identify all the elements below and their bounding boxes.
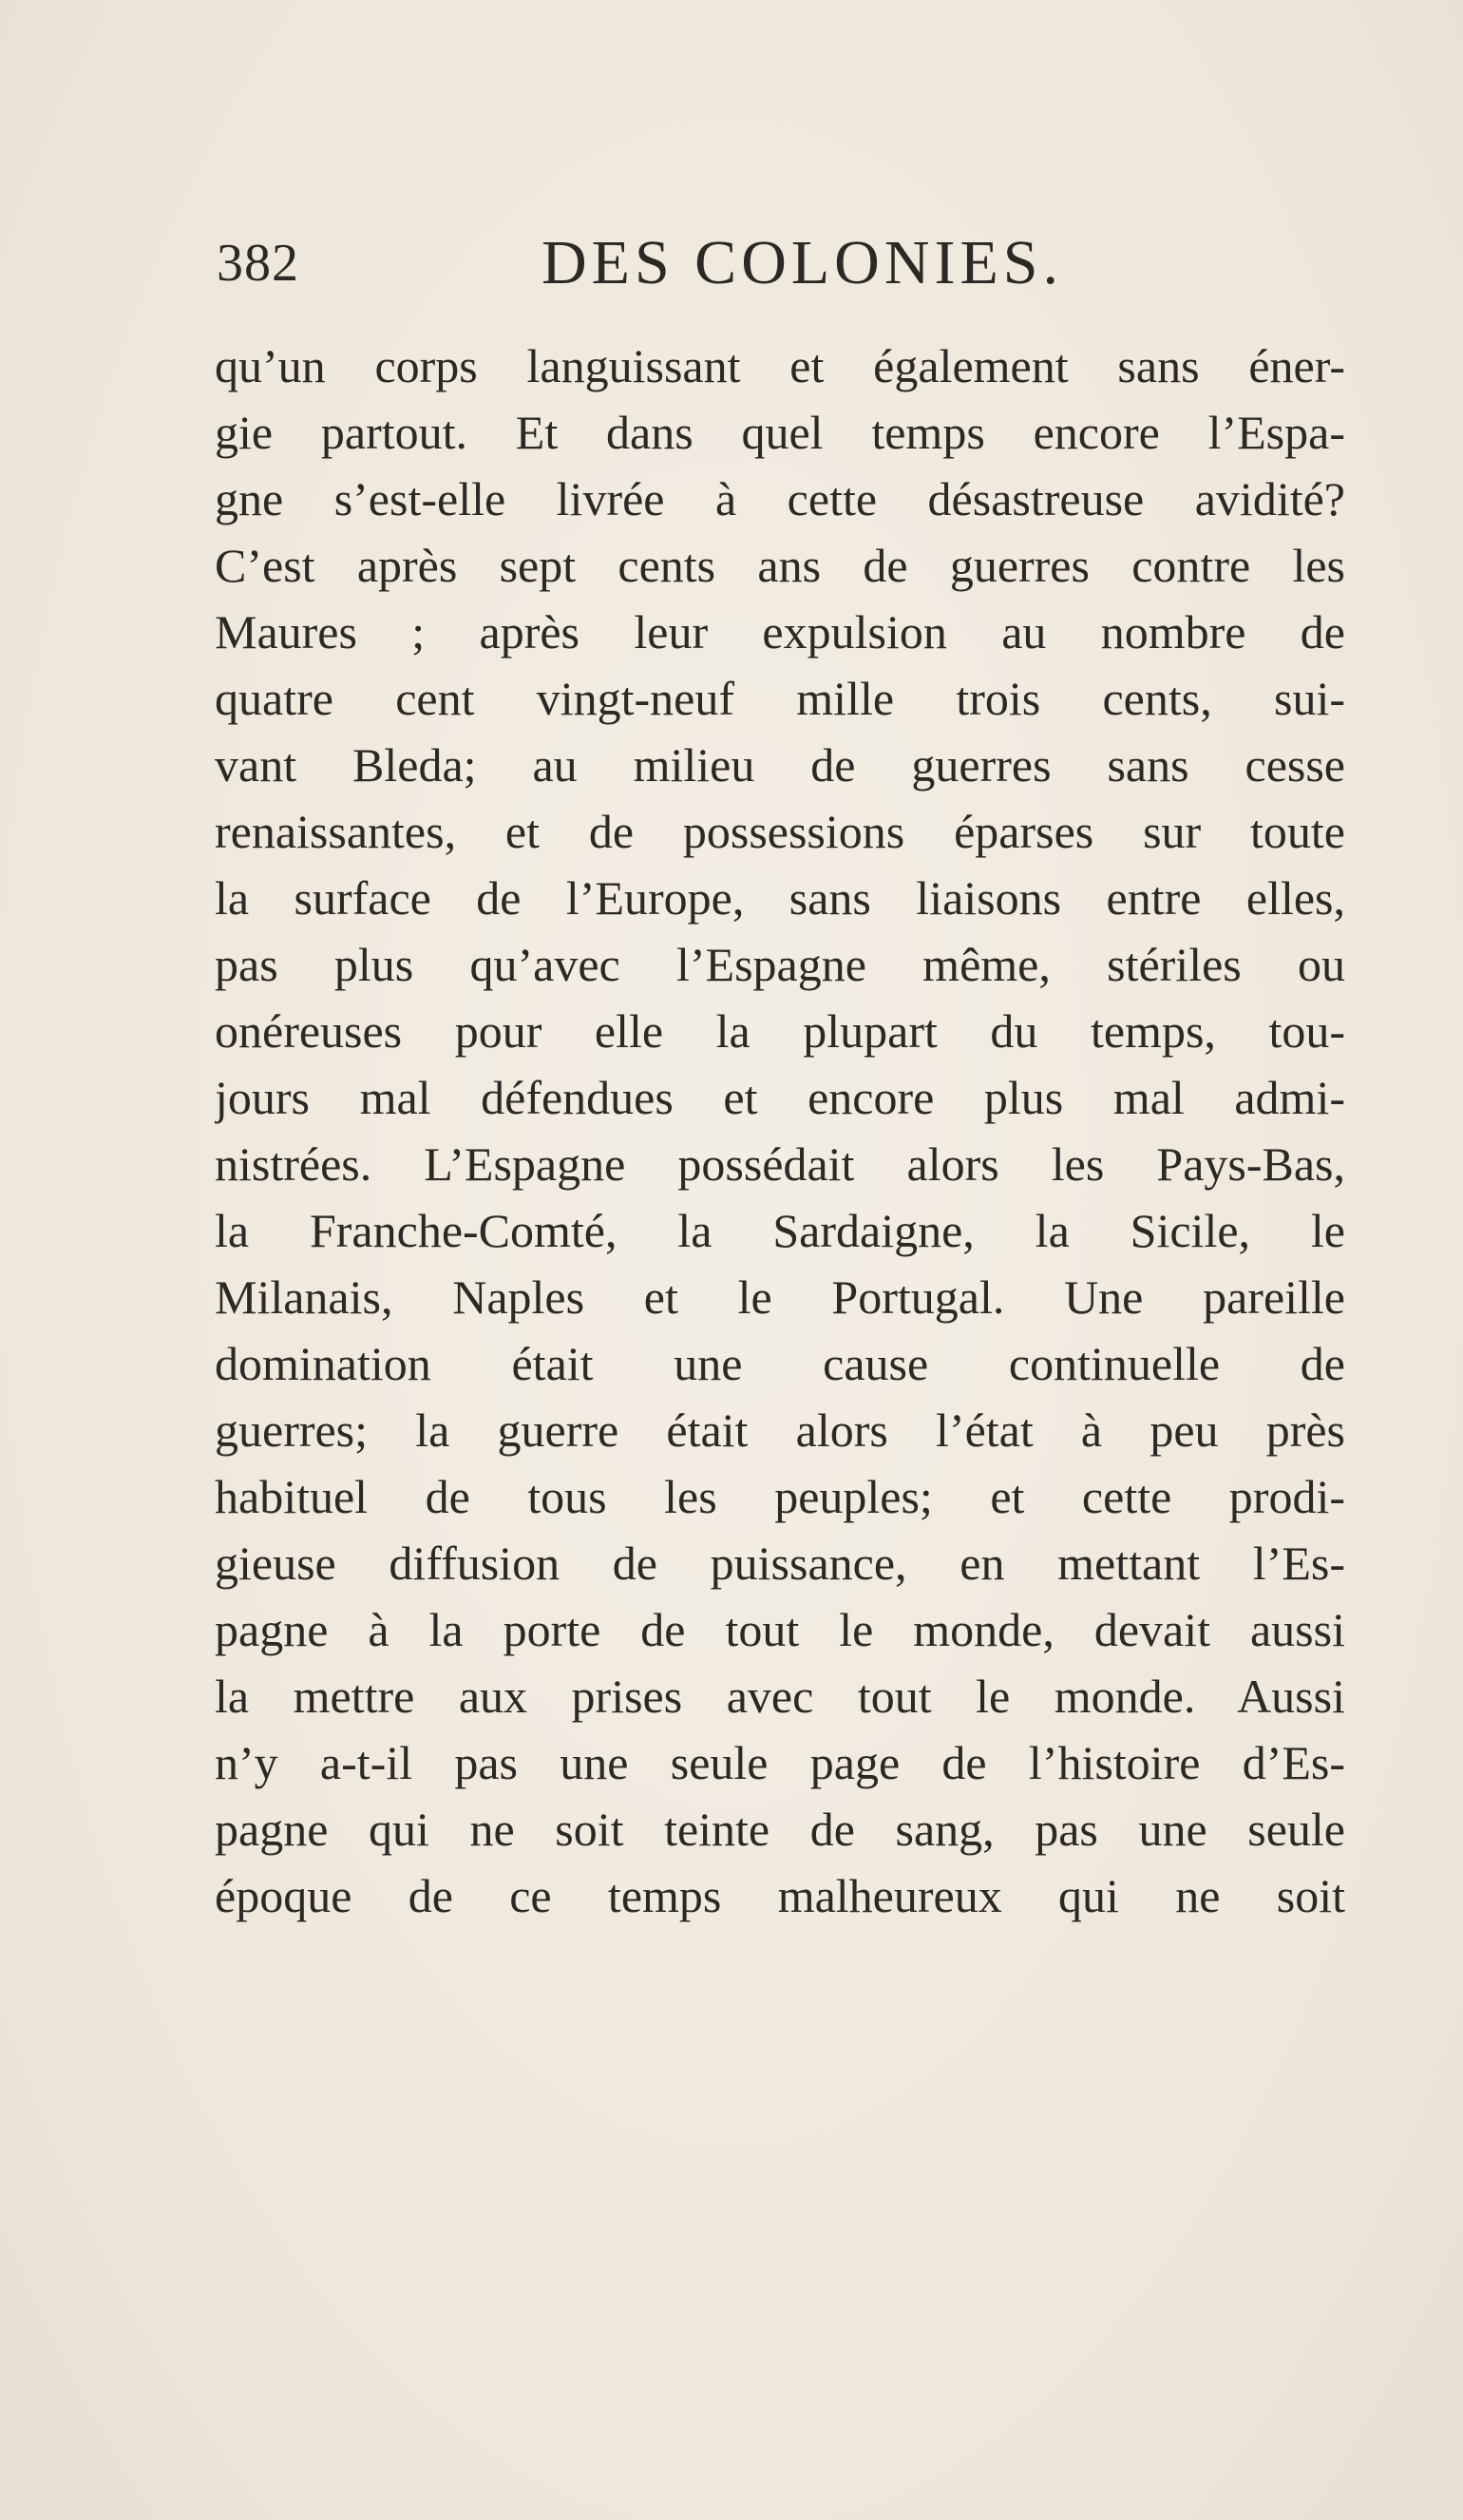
text-line-17: guerres; la guerre était alors l’état à peu près [215, 1403, 1345, 1457]
text-line-10: pas plus qu’avec l’Espagne même, stériles ou [215, 938, 1345, 991]
text-line-19: gieuse diffusion de puissance, en mettant l’Es- [215, 1537, 1345, 1590]
text-line-22: n’y a-t-il pas une seule page de l’histoire d’Es- [215, 1736, 1345, 1789]
text-line-15: Milanais, Naples et le Portugal. Une pareille [215, 1270, 1345, 1324]
text-line-5: Maures ; après leur expulsion au nombre de [215, 605, 1345, 659]
text-line-11: onéreuses pour elle la plupart du temps, tou- [215, 1004, 1345, 1058]
text-line-1: qu’un corps languissant et également sans éner- [215, 339, 1345, 392]
text-line-9: la surface de l’Europe, sans liaisons entre elles, [215, 871, 1345, 925]
text-line-14: la Franche-Comté, la Sardaigne, la Sicile, le [215, 1204, 1345, 1257]
text-line-4: C’est après sept cents ans de guerres contre les [215, 539, 1345, 592]
text-line-13: nistrées. L’Espagne possédait alors les Pays-Bas, [215, 1137, 1345, 1191]
page-number: 382 [217, 234, 299, 293]
text-line-8: renaissantes, et de possessions éparses sur toute [215, 805, 1345, 858]
text-line-12: jours mal défendues et encore plus mal admi- [215, 1071, 1345, 1124]
body-text [215, 333, 1345, 1929]
text-line-2: gie partout. Et dans quel temps encore l’Espa- [215, 406, 1345, 459]
text-line-23: pagne qui ne soit teinte de sang, pas une seule [215, 1803, 1345, 1856]
text-line-18: habituel de tous les peuples; et cette prodi- [215, 1470, 1345, 1523]
text-line-3: gne s’est-elle livrée à cette désastreuse avidité? [215, 472, 1345, 525]
text-line-16: domination était une cause continuelle de [215, 1337, 1345, 1390]
text-line-7: vant Bleda; au milieu de guerres sans cesse [215, 738, 1345, 792]
text-line-24: époque de ce temps malheureux qui ne soit [215, 1869, 1345, 1922]
text-line-21: la mettre aux prises avec tout le monde. Aussi [215, 1670, 1345, 1723]
running-title: DES COLONIES. [542, 228, 1064, 297]
text-line-20: pagne à la porte de tout le monde, devait aussi [215, 1603, 1345, 1656]
running-head [217, 220, 1357, 306]
text-line-6: quatre cent vingt-neuf mille trois cents, sui- [215, 672, 1345, 725]
